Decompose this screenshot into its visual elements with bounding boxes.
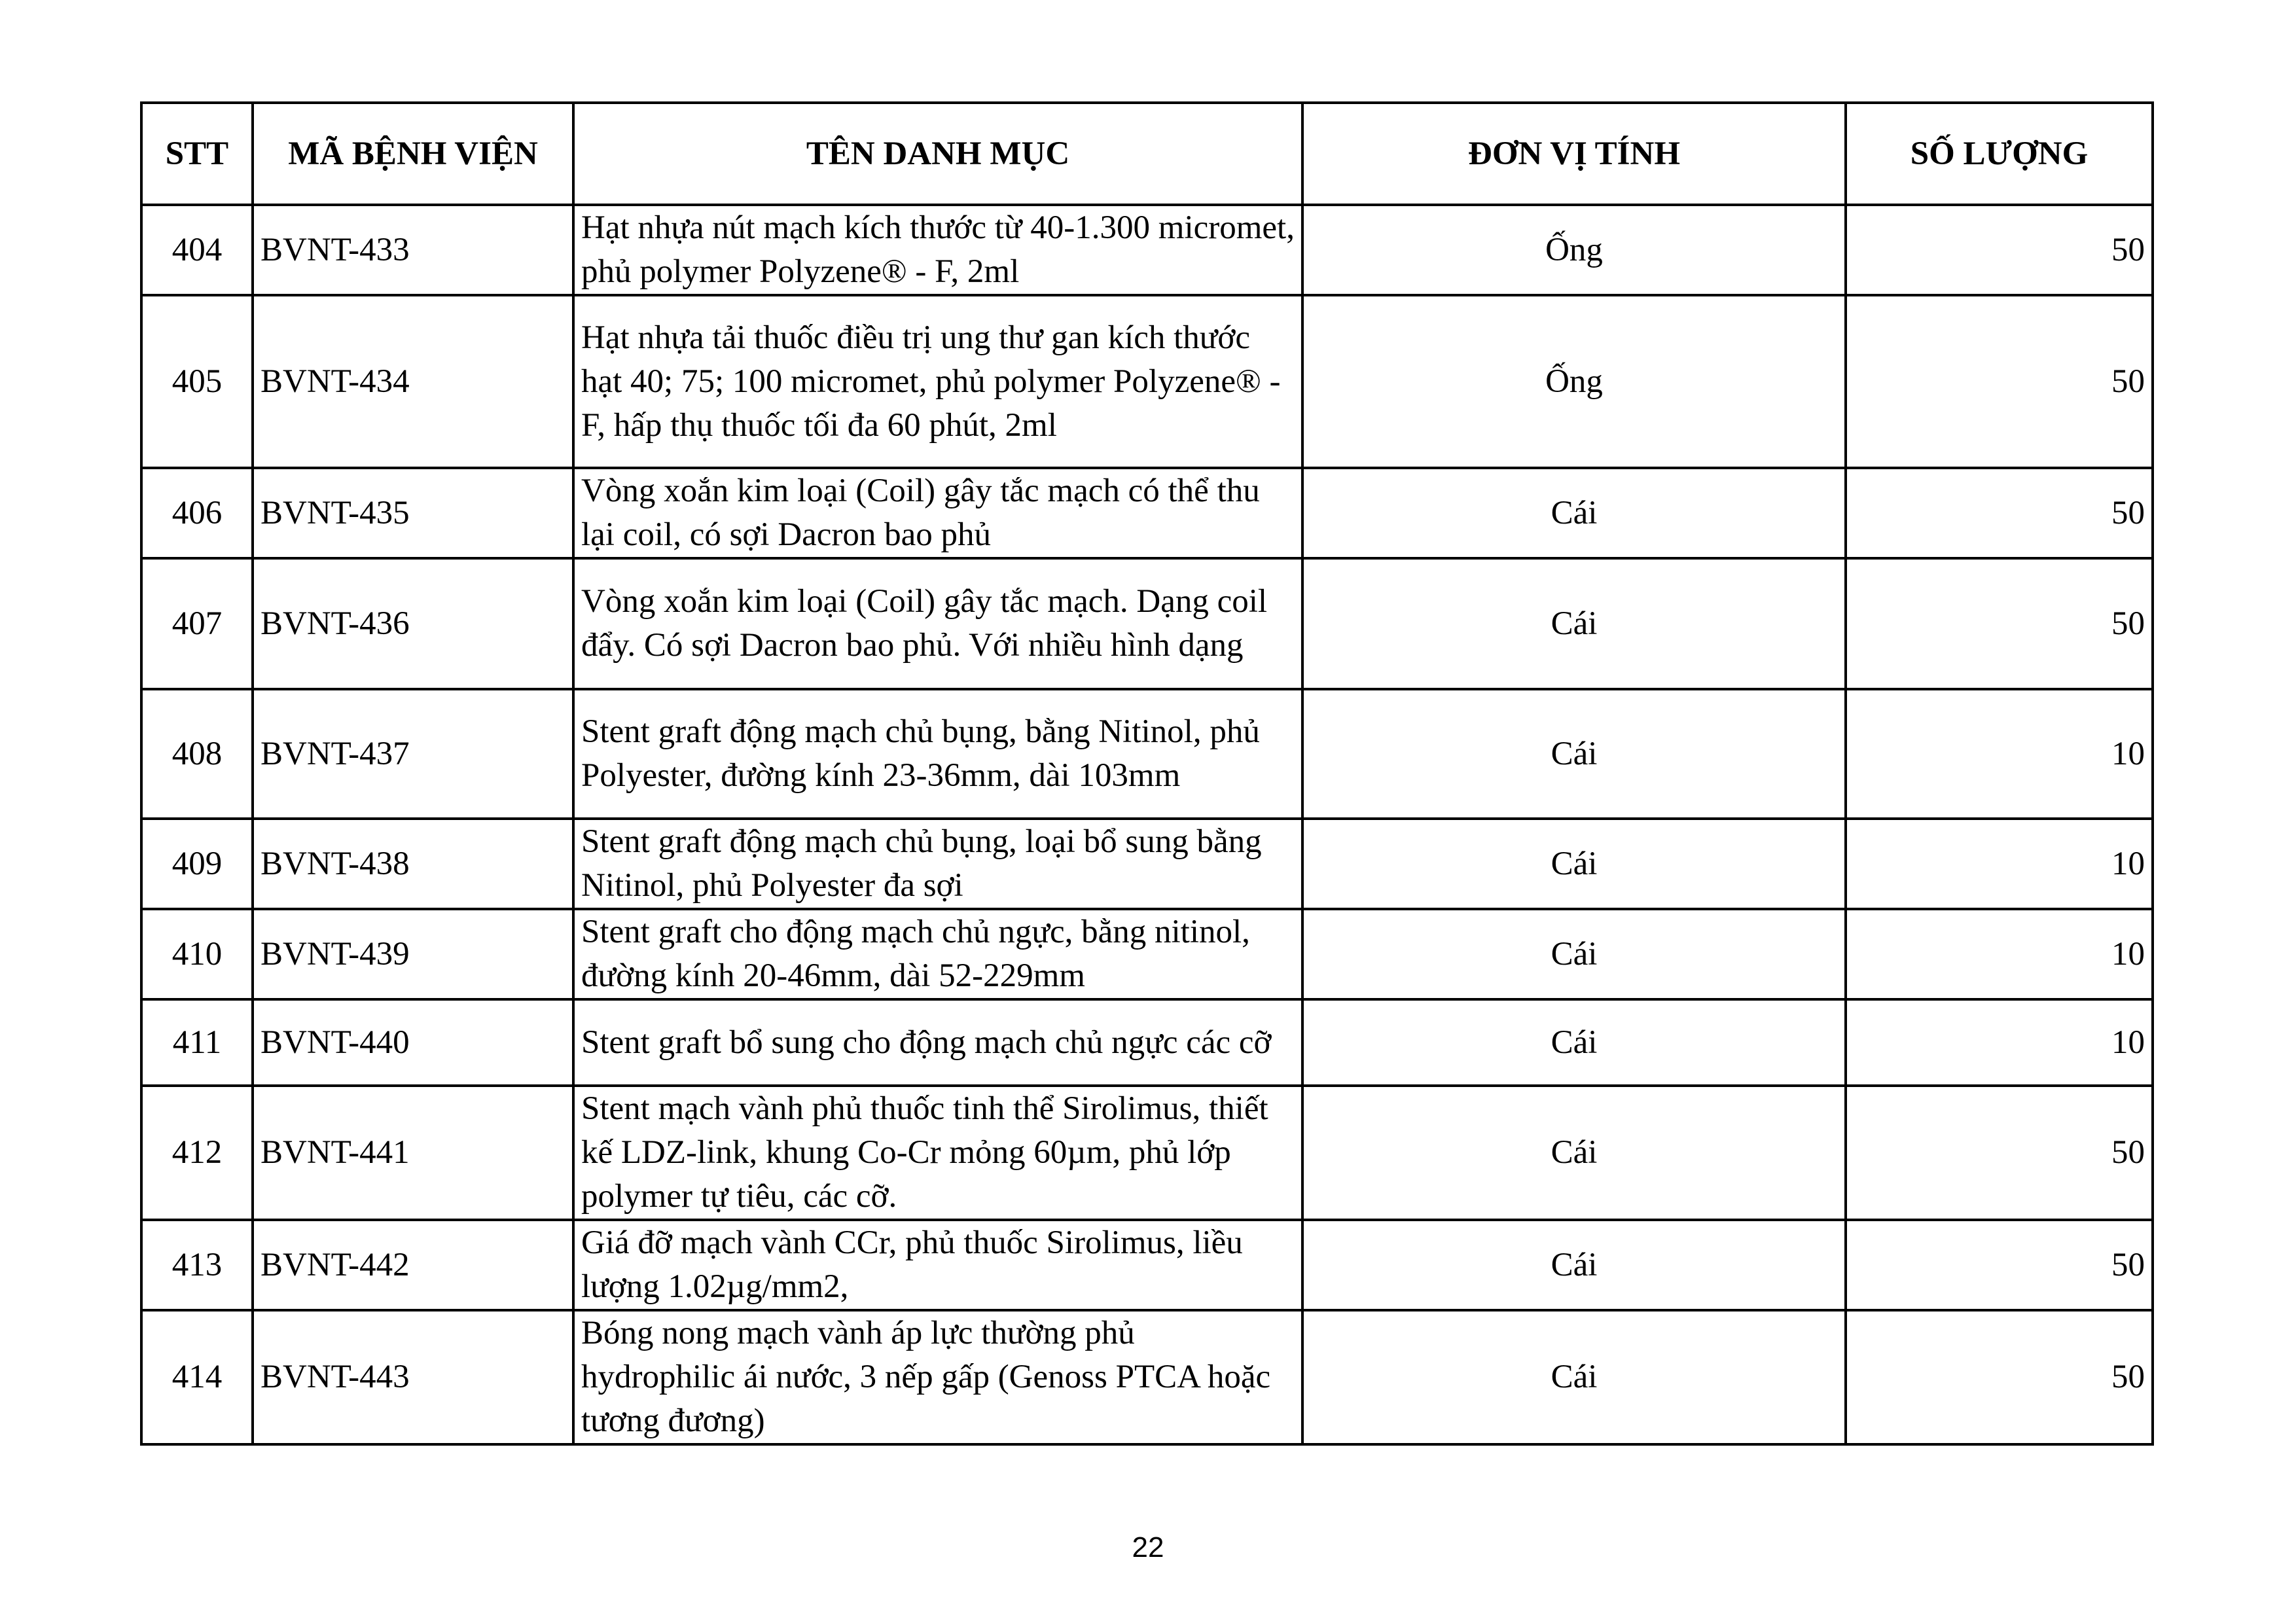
table-row [141,689,2153,819]
cell-item-name: Vòng xoắn kim loại (Coil) gây tắc mạch. Dạng coil đẩy. Có sợi Dacron bao phủ. Với nhiều hình dạng [573,558,1302,689]
cell-item-name: Bóng nong mạch vành áp lực thường phủ hydrophilic ái nước, 3 nếp gấp (Genoss PTCA hoặc tương đương) [573,1310,1302,1444]
cell-stt: 404 [141,205,253,295]
header-stt: STT [141,103,253,205]
header-quantity: SỐ LƯỢNG [1846,103,2153,205]
cell-stt: 413 [141,1220,253,1310]
cell-hospital-code: BVNT-441 [253,1086,573,1220]
cell-hospital-code: BVNT-435 [253,468,573,558]
cell-unit: Cái [1302,999,1846,1086]
header-hospital-code: MÃ BỆNH VIỆN [253,103,573,205]
cell-hospital-code: BVNT-439 [253,909,573,999]
table-row [141,1220,2153,1310]
cell-stt: 405 [141,295,253,468]
cell-item-name: Stent graft bổ sung cho động mạch chủ ngực các cỡ [573,999,1302,1086]
cell-item-name: Hạt nhựa nút mạch kích thước từ 40-1.300 micromet, phủ polymer Polyzene® - F, 2ml [573,205,1302,295]
cell-stt: 409 [141,819,253,909]
cell-quantity: 50 [1846,468,2153,558]
table-row [141,205,2153,295]
cell-item-name: Stent mạch vành phủ thuốc tinh thể Sirolimus, thiết kế LDZ-link, khung Co-Cr mỏng 60µm, phủ lớp polymer tự tiêu, các cỡ. [573,1086,1302,1220]
cell-unit: Ống [1302,205,1846,295]
table-row [141,1086,2153,1220]
cell-unit: Cái [1302,1310,1846,1444]
cell-stt: 408 [141,689,253,819]
cell-stt: 406 [141,468,253,558]
cell-item-name: Hạt nhựa tải thuốc điều trị ung thư gan kích thước hạt 40; 75; 100 micromet, phủ polymer Polyzene® - F, hấp thụ thuốc tối đa 60 phút, 2ml [573,295,1302,468]
cell-unit: Ống [1302,295,1846,468]
cell-hospital-code: BVNT-443 [253,1310,573,1444]
cell-quantity: 50 [1846,295,2153,468]
cell-stt: 407 [141,558,253,689]
cell-hospital-code: BVNT-433 [253,205,573,295]
cell-quantity: 50 [1846,558,2153,689]
cell-quantity: 10 [1846,689,2153,819]
cell-item-name: Giá đỡ mạch vành CCr, phủ thuốc Sirolimus, liều lượng 1.02µg/mm2, [573,1220,1302,1310]
cell-hospital-code: BVNT-440 [253,999,573,1086]
cell-hospital-code: BVNT-442 [253,1220,573,1310]
cell-quantity: 10 [1846,909,2153,999]
cell-stt: 414 [141,1310,253,1444]
page-number: 22 [1132,1531,1164,1563]
cell-item-name: Vòng xoắn kim loại (Coil) gây tắc mạch có thể thu lại coil, có sợi Dacron bao phủ [573,468,1302,558]
table-header-row [141,103,2153,205]
cell-unit: Cái [1302,689,1846,819]
cell-unit: Cái [1302,468,1846,558]
table-row [141,909,2153,999]
table-row [141,999,2153,1086]
header-unit: ĐƠN VỊ TÍNH [1302,103,1846,205]
cell-item-name: Stent graft cho động mạch chủ ngực, bằng nitinol, đường kính 20-46mm, dài 52-229mm [573,909,1302,999]
cell-hospital-code: BVNT-438 [253,819,573,909]
table-row [141,1310,2153,1444]
cell-hospital-code: BVNT-437 [253,689,573,819]
cell-quantity: 50 [1846,1086,2153,1220]
cell-quantity: 50 [1846,205,2153,295]
supplies-table [140,101,2154,1446]
cell-stt: 412 [141,1086,253,1220]
cell-stt: 411 [141,999,253,1086]
cell-quantity: 10 [1846,819,2153,909]
cell-hospital-code: BVNT-434 [253,295,573,468]
cell-quantity: 10 [1846,999,2153,1086]
cell-item-name: Stent graft động mạch chủ bụng, loại bổ sung bằng Nitinol, phủ Polyester đa sợi [573,819,1302,909]
table-row [141,558,2153,689]
header-item-name: TÊN DANH MỤC [573,103,1302,205]
cell-unit: Cái [1302,819,1846,909]
table-row [141,295,2153,468]
cell-quantity: 50 [1846,1220,2153,1310]
cell-unit: Cái [1302,1220,1846,1310]
cell-unit: Cái [1302,558,1846,689]
cell-unit: Cái [1302,1086,1846,1220]
cell-item-name: Stent graft động mạch chủ bụng, bằng Nitinol, phủ Polyester, đường kính 23-36mm, dài 103mm [573,689,1302,819]
cell-unit: Cái [1302,909,1846,999]
table-row [141,468,2153,558]
cell-stt: 410 [141,909,253,999]
cell-hospital-code: BVNT-436 [253,558,573,689]
cell-quantity: 50 [1846,1310,2153,1444]
table-row [141,819,2153,909]
